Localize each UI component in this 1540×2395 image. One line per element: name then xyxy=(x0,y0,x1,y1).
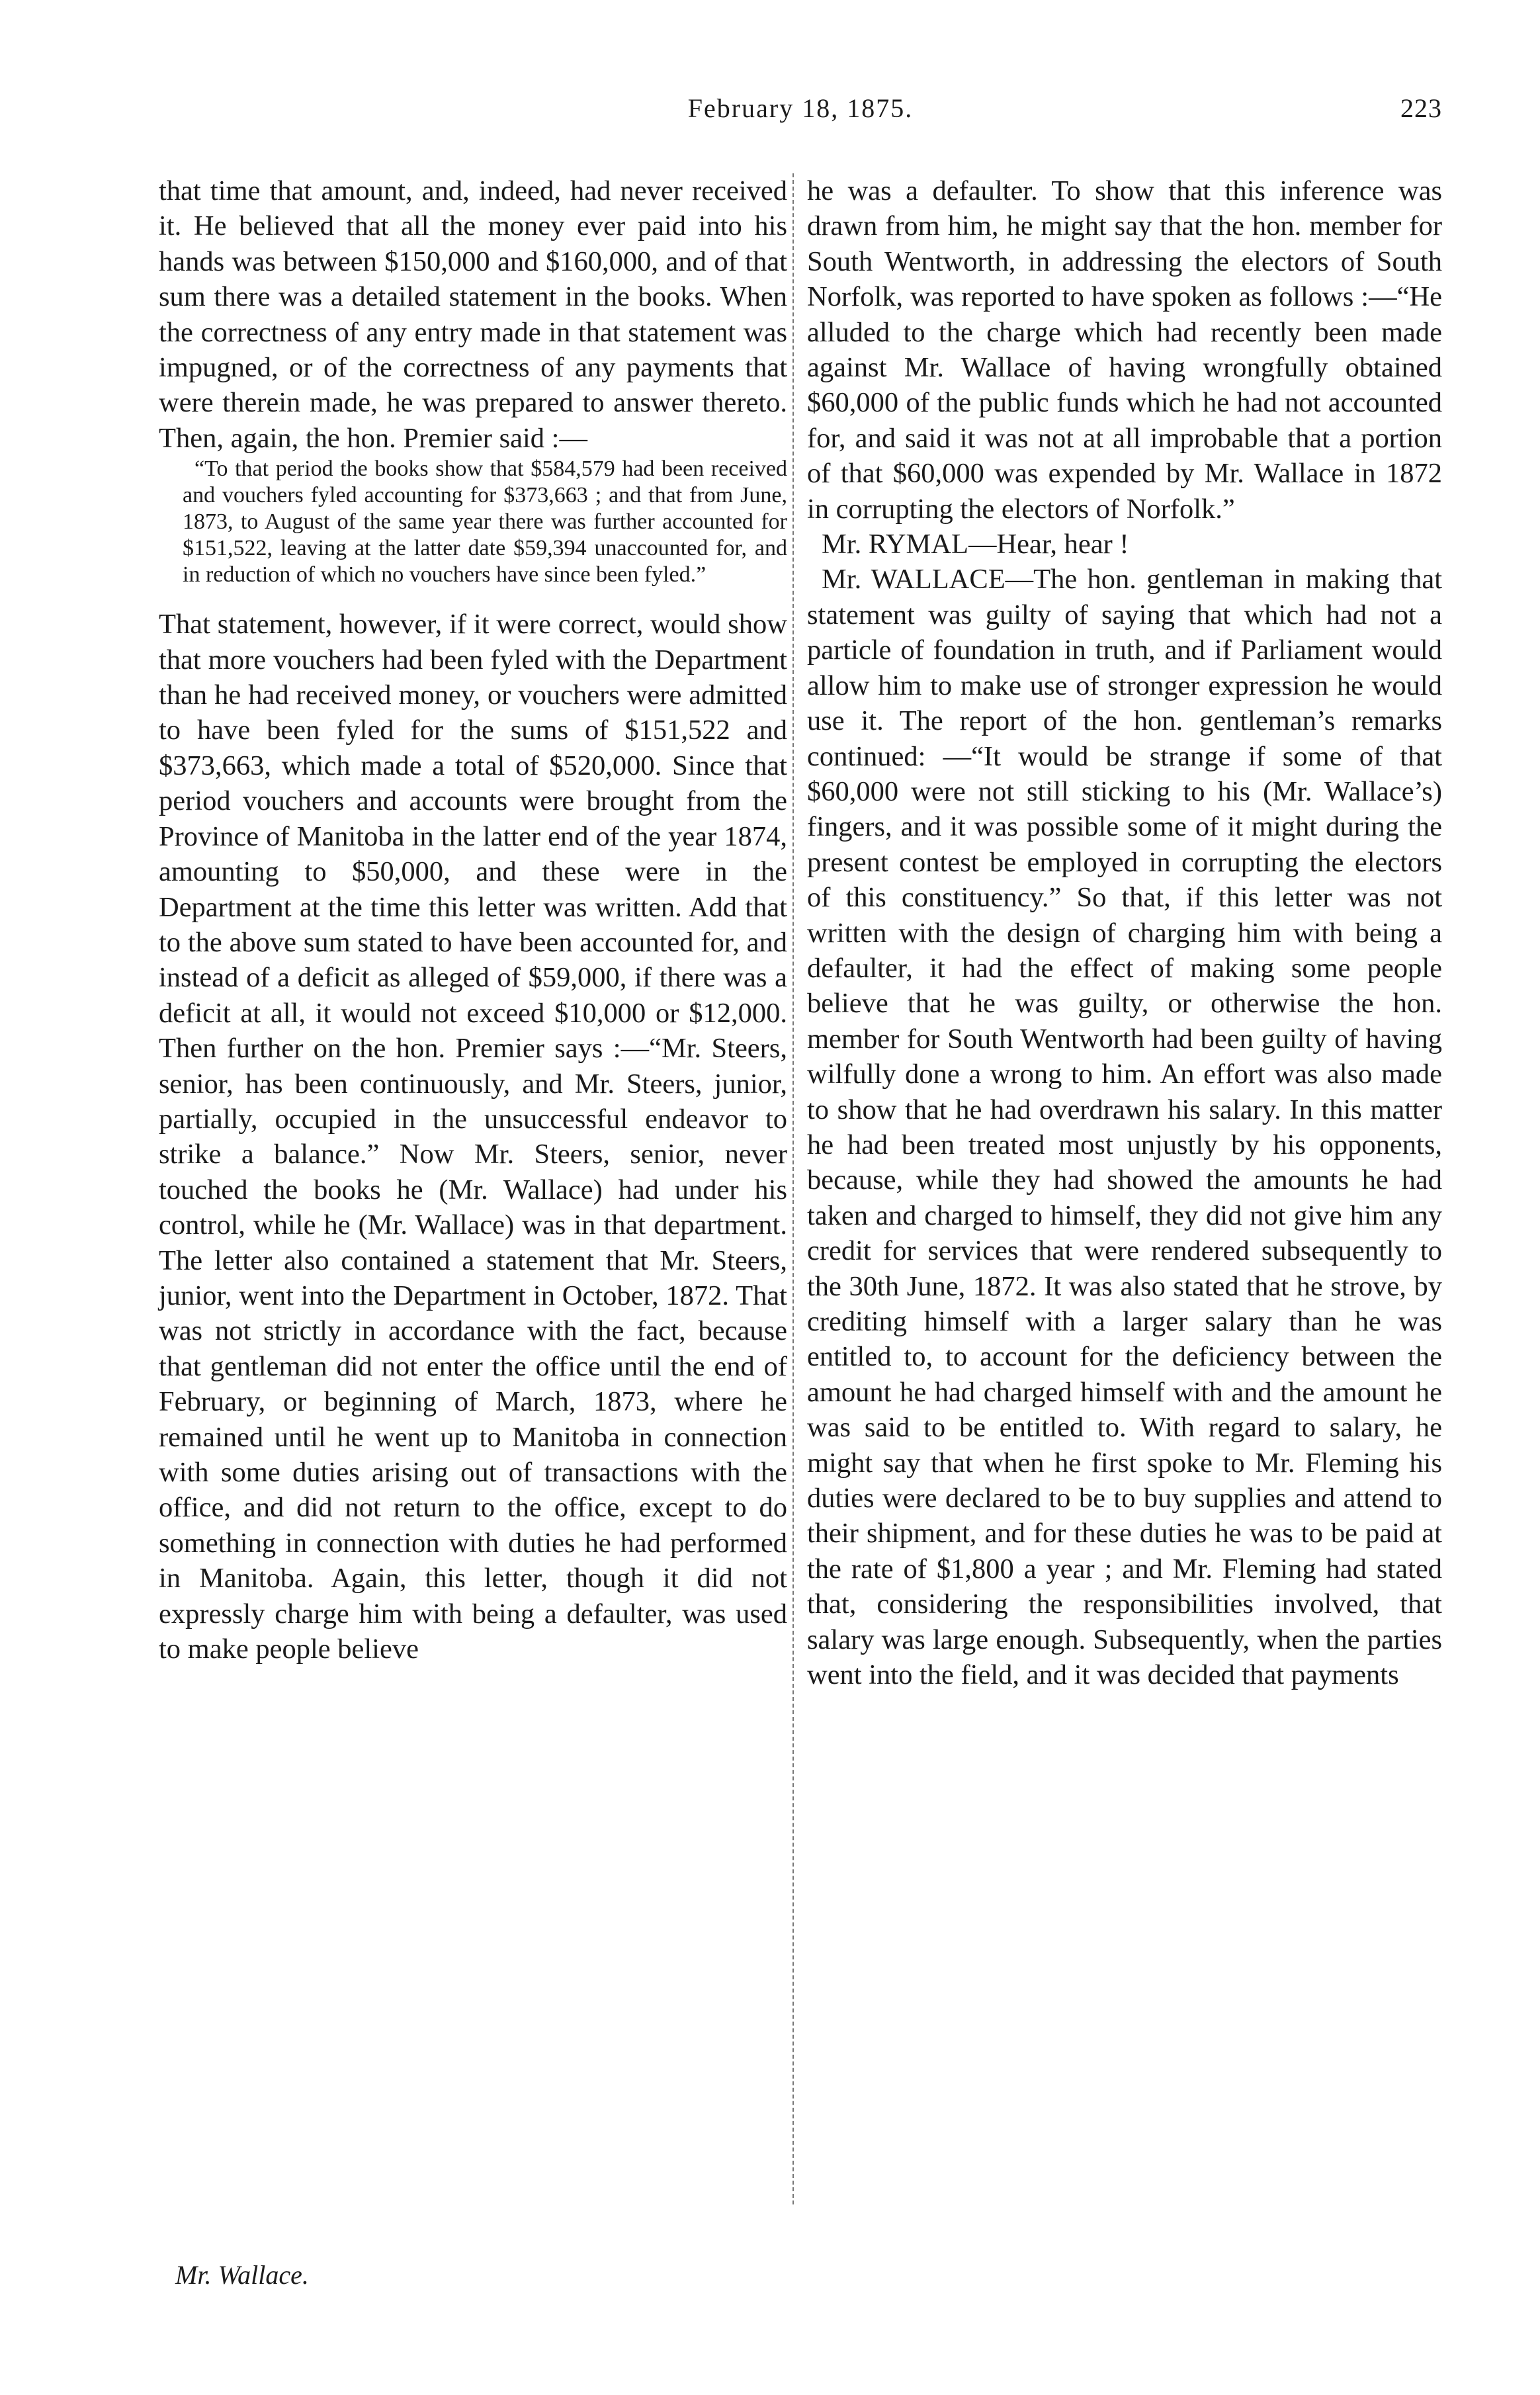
wallace-speech: Mr. WALLACE—The hon. gentleman in making that statement was guilty of saying that which had not a particle of foundation in truth, and if Parliament would allow him to make use of stronger expression he would use it. The report of the hon. gentleman’s remarks continued: —“It would be strange if some of that $60,000 were not still sticking to his (Mr. Wallace’s) fingers, and it was possible some of it might during the present contest be employed in corrupting the electors of this constituency.” So that, if this letter was not written with the design of charging him with being a defaulter, it had the effect of making some people believe that he was guilty, or otherwise the hon. member for South Wentworth had been guilty of having wilfully done a wrong to him. An effort was also made to show that he had overdrawn his salary. In this matter he had been treated most unjustly by his opponents, because, while they had showed the amounts he had taken and charged to himself, they did not give him any credit for services that were rendered subsequently to the 30th June, 1872. It was also stated that he strove, by crediting himself with a larger salary than he was entitled to, to account for the deficiency between the amount he had charged himself with and the amount he was said to be entitled to. With regard to salary, he might say that when he first spoke to Mr. Fleming his duties were declared to be to buy supplies and attend to their shipment, and for these duties he was to be paid at the rate of $1,800 a year ; and Mr. Fleming had stated that, considering the responsibilities involved, that salary was large enough. Subsequently, when the parties went into the field, and it was decided that payments xyxy=(807,564,1442,1691)
left-paragraph-2: That statement, however, if it were correct, would show that more vouchers had been fyled with the Department than he had received money, or vouchers were admitted to have been fyled for the sums of $151,522 and $373,663, which made a total of $520,000. Since that period vouchers and accounts were brought from the Province of Manitoba in the latter end of the year 1874, amounting to $50,000, and these were in the Department at the time this letter was written. Add that to the above sum stated to have been accounted for, and instead of a deficit as alleged of $59,000, if there was a deficit at all, it would not exceed $10,000 or $12,000. Then further on the hon. Premier says :—“Mr. Steers, senior, has been continuously, and Mr. Steers, junior, partially, occupied in the unsuccessful endeavor to strike a balance.” Now Mr. Steers, senior, never touched the books he (Mr. Wallace) had under his control, while he (Mr. Wallace) was in that department. The letter also contained a statement that Mr. Steers, junior, went into the Department in October, 1872. That was not strictly in accordance with the fact, because that gentleman did not enter the office until the end of February, or beginning of March, 1873, where he remained until he went up to Manitoba in connection with some duties arising out of transactions with the office, and did not return to the office, except to do something in connection with duties he had performed in Manitoba. Again, this letter, though it did not expressly charge him with being a defaulter, was used to make people believe xyxy=(159,609,787,1665)
left-column xyxy=(159,173,787,1667)
right-paragraph-1: he was a defaulter. To show that this inference was drawn from him, he might say that the hon. member for South Wentworth, in addressing the electors of South Norfolk, was reported to have spoken as follows :—“He alluded to the charge which had recently been made against Mr. Wallace of having wrongfully obtained $60,000 of the public funds which he had not accounted for, and said it was not at all improbable that a portion of that $60,000 was expended by Mr. Wallace in 1872 in corrupting the electors of Norfolk.” xyxy=(807,175,1442,525)
left-paragraph-1: that time that amount, and, indeed, had never received it. He believed that all the money ever paid into his hands was between $150,000 and $160,000, and of that sum there was a detailed statement in the books. When the correctness of any entry made in that statement was impugned, or of the correctness of any payments that were therein made, he was prepared to answer thereto. Then, again, the hon. Premier said :— xyxy=(159,175,787,454)
page-date: February 18, 1875. xyxy=(687,93,914,123)
rymal-interjection: Mr. RYMAL—Hear, hear ! xyxy=(822,529,1129,560)
column-divider xyxy=(792,173,794,2204)
speaker-footer: Mr. Wallace. xyxy=(175,2260,309,2290)
page-number: 223 xyxy=(1400,93,1442,123)
right-column xyxy=(807,173,1442,1692)
quote-text: “To that period the books show that $584,579 had been received and vouchers fyled accounting for $373,663 ; and that from June, 1873, to August of the same year there was further accounted for $151,522, leaving at the latter date $59,394 unaccounted for, and in reduction of which no vouchers have since been fyled.” xyxy=(183,457,787,588)
premier-quote xyxy=(159,456,787,607)
page-header xyxy=(159,93,1442,139)
